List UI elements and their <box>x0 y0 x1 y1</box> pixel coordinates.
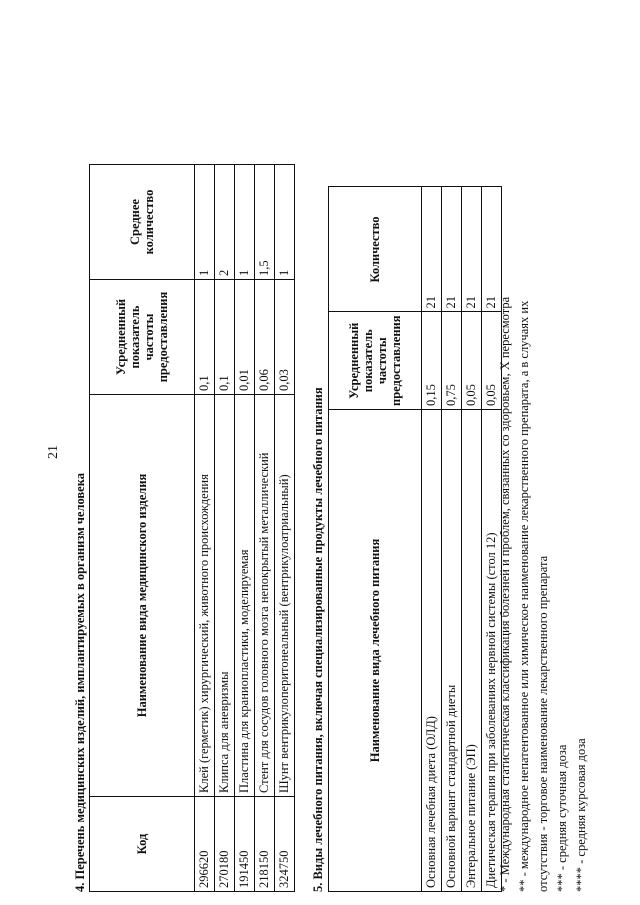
cell-device-name: Клей (герметик) хирургический, животного происхождения <box>195 395 215 797</box>
cell-device-name: Клипса для аневризмы <box>215 395 235 797</box>
column-header-frequency: Усредненный показатель частоты предоставления <box>90 280 195 395</box>
column-header-code: Код <box>90 797 195 892</box>
cell-quantity: 1 <box>275 165 295 280</box>
footnotes <box>496 72 591 892</box>
section-4-heading: 4. Перечень медицинских изделий, имплантируемых в организм человека <box>73 473 87 892</box>
table-row <box>442 187 462 892</box>
column-header-average-quantity: Среднее количество <box>90 165 195 280</box>
cell-nutrition-name: Энтеральное питание (ЭП) <box>462 410 482 892</box>
cell-frequency: 0,01 <box>235 280 255 395</box>
cell-quantity: 1 <box>195 165 215 280</box>
cell-frequency: 0,05 <box>462 312 482 410</box>
footnote-line: **** - средняя курсовая доза <box>574 738 588 892</box>
nutrition-table-header-row <box>329 187 422 892</box>
cell-frequency: 0,1 <box>215 280 235 395</box>
footnote-line: * - Международная статистическая классификация болезней и проблем, связанных со здоровьем, X пересмотра <box>498 296 512 892</box>
footnote-line: *** - средняя суточная доза <box>555 744 569 892</box>
table-row <box>275 165 295 892</box>
cell-quantity: 2 <box>215 165 235 280</box>
cell-frequency: 0,05 <box>482 312 502 410</box>
section-5-heading: 5. Виды лечебного питания, включая специализированные продукты лечебного питания <box>311 387 325 892</box>
cell-quantity: 1 <box>235 165 255 280</box>
cell-quantity: 1,5 <box>255 165 275 280</box>
nutrition-table <box>328 186 502 892</box>
cell-code: 324750 <box>275 797 295 892</box>
cell-quantity: 21 <box>422 187 442 312</box>
rotated-page <box>46 34 606 898</box>
cell-nutrition-name: Основная лечебная диета (ОЛД) <box>422 410 442 892</box>
cell-quantity: 21 <box>442 187 462 312</box>
cell-quantity: 21 <box>462 187 482 312</box>
column-header-device-name: Наименование вида медицинского изделия <box>90 395 195 797</box>
cell-code: 191450 <box>235 797 255 892</box>
table-row <box>462 187 482 892</box>
column-header-frequency: Усредненный показатель частоты предоставления <box>329 312 422 410</box>
cell-nutrition-name: Диетическая терапия при заболеваниях нервной системы (стол 12) <box>482 410 502 892</box>
cell-device-name: Стент для сосудов головного мозга непокрытый металлический <box>255 395 275 797</box>
footnote-line: ** - международное непатентованное или химическое наименование лекарственного препарата, а в случаях их <box>517 300 531 892</box>
table-row <box>422 187 442 892</box>
implants-table <box>89 164 295 892</box>
page-number: 21 <box>46 445 61 459</box>
cell-device-name: Шунт вентрикулоперитонеальный (вентрикулоатриальный) <box>275 395 295 797</box>
table-row <box>215 165 235 892</box>
cell-nutrition-name: Основной вариант стандартной диеты <box>442 410 462 892</box>
cell-frequency: 0,15 <box>422 312 442 410</box>
column-header-quantity: Количество <box>329 187 422 312</box>
table-row <box>255 165 275 892</box>
cell-frequency: 0,06 <box>255 280 275 395</box>
footnote-line: отсутствия - торговое наименование лекарственного препарата <box>536 555 550 892</box>
cell-frequency: 0,1 <box>195 280 215 395</box>
cell-code: 296620 <box>195 797 215 892</box>
cell-code: 270180 <box>215 797 235 892</box>
implants-table-header-row <box>90 165 195 892</box>
table-row <box>235 165 255 892</box>
cell-frequency: 0,75 <box>442 312 462 410</box>
table-row <box>195 165 215 892</box>
column-header-nutrition-name: Наименование вида лечебного питания <box>329 410 422 892</box>
cell-code: 218150 <box>255 797 275 892</box>
cell-frequency: 0,03 <box>275 280 295 395</box>
cell-device-name: Пластина для краниопластики, моделируемая <box>235 395 255 797</box>
cell-quantity: 21 <box>482 187 502 312</box>
